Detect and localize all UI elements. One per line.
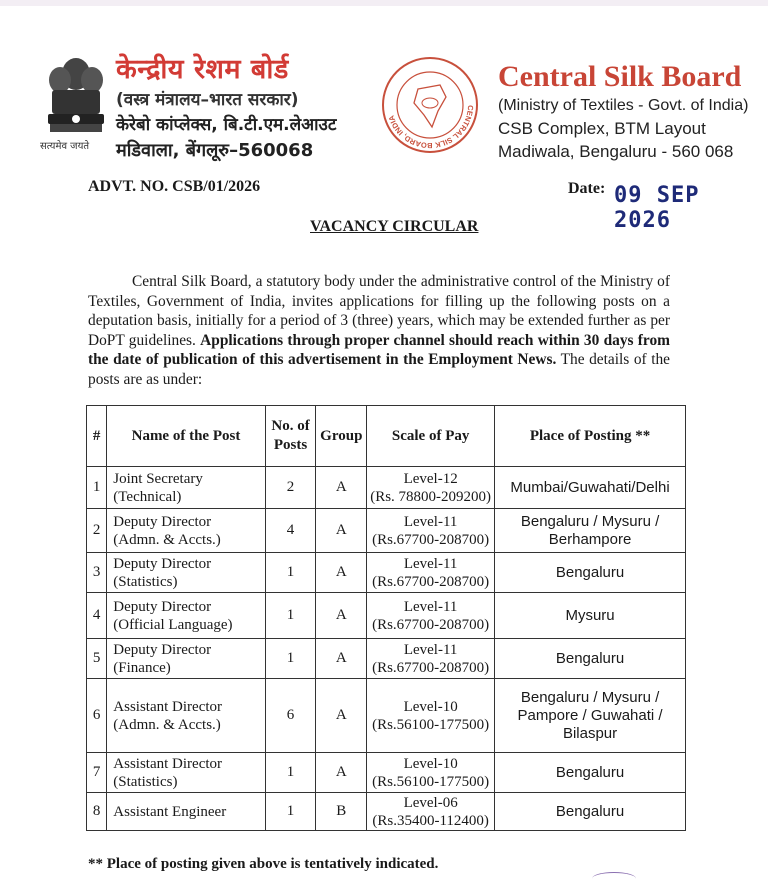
cell-group: A xyxy=(316,639,367,679)
table-row xyxy=(87,467,686,509)
cell-num-posts: 1 xyxy=(265,593,316,639)
table-row xyxy=(87,509,686,553)
cell-group: A xyxy=(316,593,367,639)
vacancy-table xyxy=(86,405,686,831)
cell-pay-scale: Level-10 (Rs.56100-177500) xyxy=(367,679,495,753)
english-address-line2: Madiwala, Bengaluru - 560 068 xyxy=(498,142,734,161)
cell-post-name: Deputy Director (Finance) xyxy=(107,639,265,679)
cell-serial: 3 xyxy=(87,553,107,593)
table-row xyxy=(87,639,686,679)
table-row xyxy=(87,753,686,793)
csb-seal-icon xyxy=(380,55,480,155)
header-place: Place of Posting ** xyxy=(495,406,686,467)
cell-pay-scale: Level-11 (Rs.67700-208700) xyxy=(367,509,495,553)
table-row xyxy=(87,793,686,831)
header-pay-scale: Scale of Pay xyxy=(367,406,495,467)
header-num-posts: No. of Posts xyxy=(265,406,316,467)
cell-num-posts: 4 xyxy=(265,509,316,553)
cell-serial: 6 xyxy=(87,679,107,753)
seal-text: CENTRAL SILK BOARD, INDIA xyxy=(386,104,476,151)
english-letterhead xyxy=(498,60,758,163)
date-stamp: 09 SEP 2026 xyxy=(614,183,700,233)
cell-place: Bengaluru xyxy=(495,753,686,793)
cell-group: A xyxy=(316,553,367,593)
cell-num-posts: 2 xyxy=(265,467,316,509)
cell-pay-scale: Level-06 (Rs.35400-112400) xyxy=(367,793,495,831)
cell-place: Bengaluru / Mysuru / Berhampore xyxy=(495,509,686,553)
table-row xyxy=(87,593,686,639)
cell-post-name: Deputy Director (Statistics) xyxy=(107,553,265,593)
top-strip xyxy=(0,0,768,6)
cell-post-name: Deputy Director (Admn. & Accts.) xyxy=(107,509,265,553)
cell-num-posts: 1 xyxy=(265,793,316,831)
cell-serial: 1 xyxy=(87,467,107,509)
cell-pay-scale: Level-11 (Rs.67700-208700) xyxy=(367,593,495,639)
cell-serial: 2 xyxy=(87,509,107,553)
circular-heading: VACANCY CIRCULAR xyxy=(310,218,479,235)
intro-bold-text: Applications through proper channel should reach within 30 days from the date of publication of this advertisement in the Employment News. xyxy=(88,331,670,368)
header-post-name: Name of the Post xyxy=(107,406,265,467)
english-org-name: Central Silk Board xyxy=(498,60,742,93)
intro-paragraph xyxy=(88,272,670,389)
cell-num-posts: 1 xyxy=(265,639,316,679)
english-address-line1: CSB Complex, BTM Layout xyxy=(498,119,706,138)
cell-place: Bengaluru xyxy=(495,639,686,679)
hindi-org-name: केन्द्रीय रेशम बोर्ड xyxy=(116,54,289,85)
cell-serial: 7 xyxy=(87,753,107,793)
cell-post-name: Assistant Director (Statistics) xyxy=(107,753,265,793)
footnote: ** Place of posting given above is tentatively indicated. xyxy=(88,856,439,872)
cell-serial: 8 xyxy=(87,793,107,831)
emblem-motto: सत्यमेव जयते xyxy=(40,141,90,152)
cell-post-name: Joint Secretary (Technical) xyxy=(107,467,265,509)
cell-place: Bengaluru / Mysuru / Pampore / Guwahati / Bilaspur xyxy=(495,679,686,753)
cell-pay-scale: Level-11 (Rs.67700-208700) xyxy=(367,553,495,593)
cell-num-posts: 1 xyxy=(265,753,316,793)
cell-num-posts: 6 xyxy=(265,679,316,753)
hindi-ministry: (वस्त्र मंत्रालय–भारत सरकार) xyxy=(116,90,299,110)
cell-post-name: Assistant Engineer xyxy=(107,793,265,831)
table-row xyxy=(87,553,686,593)
cell-pay-scale: Level-10 (Rs.56100-177500) xyxy=(367,753,495,793)
date-label: Date: xyxy=(568,180,606,197)
hindi-address-line1: केरेबो कांप्लेक्स, बि.टी.एम.लेआउट xyxy=(116,115,337,135)
cell-group: A xyxy=(316,467,367,509)
cell-place: Mysuru xyxy=(495,593,686,639)
english-ministry: (Ministry of Textiles - Govt. of India) xyxy=(498,97,749,114)
cell-place: Bengaluru xyxy=(495,793,686,831)
cell-post-name: Assistant Director (Admn. & Accts.) xyxy=(107,679,265,753)
hindi-address-line2: मडिवाला, बेंगलूरु–560068 xyxy=(116,140,314,161)
header-serial: # xyxy=(87,406,107,467)
header-group: Group xyxy=(316,406,367,467)
cell-num-posts: 1 xyxy=(265,553,316,593)
advertisement-number: ADVT. NO. CSB/01/2026 xyxy=(88,178,261,195)
cell-serial: 4 xyxy=(87,593,107,639)
cell-pay-scale: Level-12 (Rs. 78800-209200) xyxy=(367,467,495,509)
intro-text-1: Central Silk Board, a statutory body under the administrative control of the Ministry of Textiles, Government of India, invites applications for filling up the following posts on a deputation basis, initially for a period of 3 (three) years, which may be extended further as per DoPT guidelines. xyxy=(88,273,670,349)
cell-group: A xyxy=(316,509,367,553)
cell-post-name: Deputy Director (Official Language) xyxy=(107,593,265,639)
table-row xyxy=(87,679,686,753)
cell-group: A xyxy=(316,753,367,793)
cell-place: Bengaluru xyxy=(495,553,686,593)
hindi-letterhead xyxy=(116,52,376,163)
cell-serial: 5 xyxy=(87,639,107,679)
stamp-edge xyxy=(592,872,636,885)
cell-group: B xyxy=(316,793,367,831)
cell-place: Mumbai/Guwahati/Delhi xyxy=(495,467,686,509)
intro-text-2: The details of the posts are as under: xyxy=(88,351,671,388)
table-header-row xyxy=(87,406,686,467)
cell-group: A xyxy=(316,679,367,753)
cell-pay-scale: Level-11 (Rs.67700-208700) xyxy=(367,639,495,679)
